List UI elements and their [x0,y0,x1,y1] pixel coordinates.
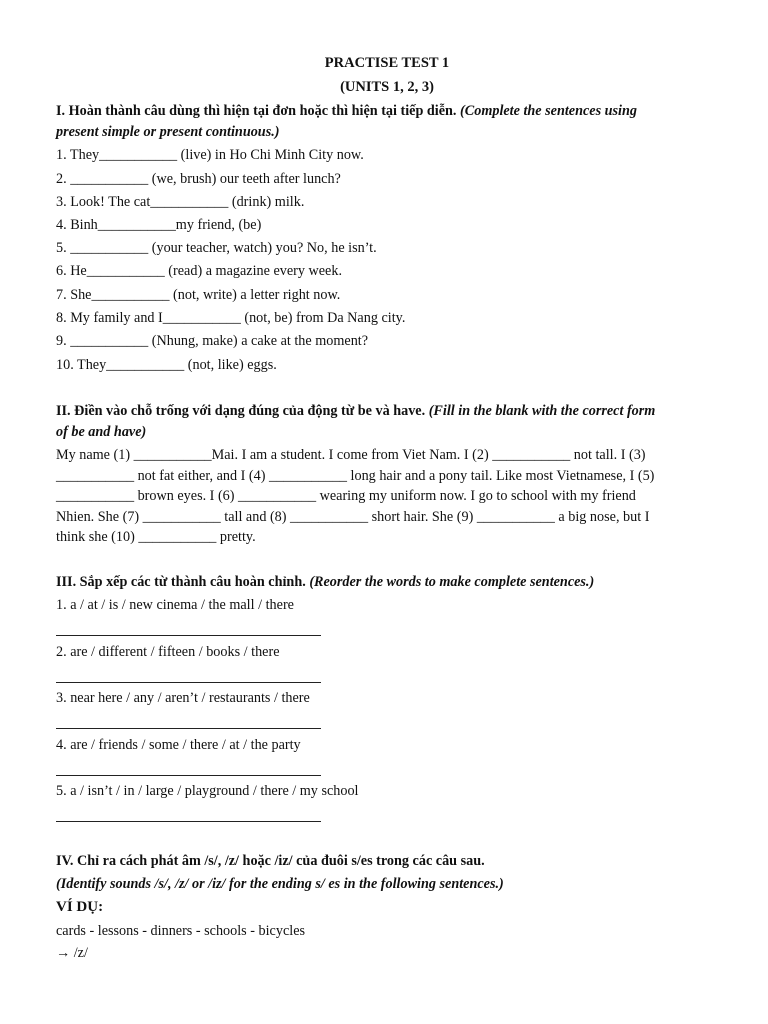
section-1-item: 2. ___________ (we, brush) our teeth after lunch? [56,171,341,187]
section-1-heading-en: (Complete the sentences using [460,103,637,119]
section-1-heading-vi: I. Hoàn thành câu dùng thì hiện tại đơn hoặc thì hiện tại tiếp diễn. [56,103,457,119]
example-words: cards - lessons - dinners - schools - bicycles [56,923,306,939]
section-4-heading-en: (Identify sounds /s/, /z/ or /iz/ for the ending s/ es in the following sentences.) [56,876,504,892]
section-3-item: 5. a / isn’t / in / large / playground / there / my school [56,783,359,799]
section-2-paragraph-line: think she (10) ___________ pretty. [56,529,256,545]
section-1-item: 1. They___________ (live) in Ho Chi Minh City now. [56,147,364,163]
answer-line [56,682,321,683]
section-2-heading-vi: II. Điền vào chỗ trống với dạng đúng của động từ be và have. [56,403,426,419]
section-2-paragraph-line: ___________ brown eyes. I (6) ___________ wearing my uniform now. I go to school with my friend [56,488,636,504]
page-title: PRACTISE TEST 1 [324,55,450,71]
section-1-item: 4. Binh___________my friend, (be) [56,217,262,233]
section-3-item: 4. are / friends / some / there / at / the party [56,737,301,753]
answer-line [56,635,321,636]
answer-line [56,775,321,776]
section-2-heading [56,402,655,420]
example-answer: → /z/ [56,945,88,961]
section-1-item: 7. She___________ (not, write) a letter right now. [56,287,341,303]
section-1-heading-en-cont: present simple or present continuous.) [56,124,280,140]
section-1-item: 10. They___________ (not, like) eggs. [56,357,277,373]
section-3-item: 1. a / at / is / new cinema / the mall / there [56,597,294,613]
page-subtitle: (UNITS 1, 2, 3) [340,79,434,95]
section-1-item: 3. Look! The cat___________ (drink) milk. [56,194,305,210]
section-1-item: 6. He___________ (read) a magazine every week. [56,263,342,279]
section-2-paragraph-line: My name (1) ___________Mai. I am a student. I come from Viet Nam. I (2) ___________ not tall. I (3) [56,447,646,463]
section-2-paragraph-line: ___________ not fat either, and I (4) ___________ long hair and a pony tail. Like most Vietnamese, I (5) [56,468,655,484]
section-2-heading-en: (Fill in the blank with the correct form [428,403,656,419]
section-1-item: 5. ___________ (your teacher, watch) you? No, he isn’t. [56,240,377,256]
section-3-heading-vi: III. Sắp xếp các từ thành câu hoàn chỉnh. [56,574,306,590]
example-label: VÍ DỤ: [56,899,104,915]
answer-line [56,821,321,822]
section-1-item: 9. ___________ (Nhung, make) a cake at the moment? [56,333,369,349]
section-1-item: 8. My family and I___________ (not, be) from Da Nang city. [56,310,406,326]
section-4-heading: IV. Chỉ ra cách phát âm /s/, /z/ hoặc /iz/ của đuôi s/es trong các câu sau. [56,853,485,869]
section-3-heading-en: (Reorder the words to make complete sentences.) [309,574,595,590]
section-3-item: 2. are / different / fifteen / books / there [56,644,280,660]
section-2-paragraph-line: Nhien. She (7) ___________ tall and (8) ___________ short hair. She (9) ___________ a big nose, but I [56,509,650,525]
answer-line [56,728,321,729]
section-1-heading [56,102,637,120]
section-3-item: 3. near here / any / aren’t / restaurants / there [56,690,310,706]
section-2-heading-en-cont: of be and have) [56,424,147,440]
section-3-heading [56,573,594,591]
